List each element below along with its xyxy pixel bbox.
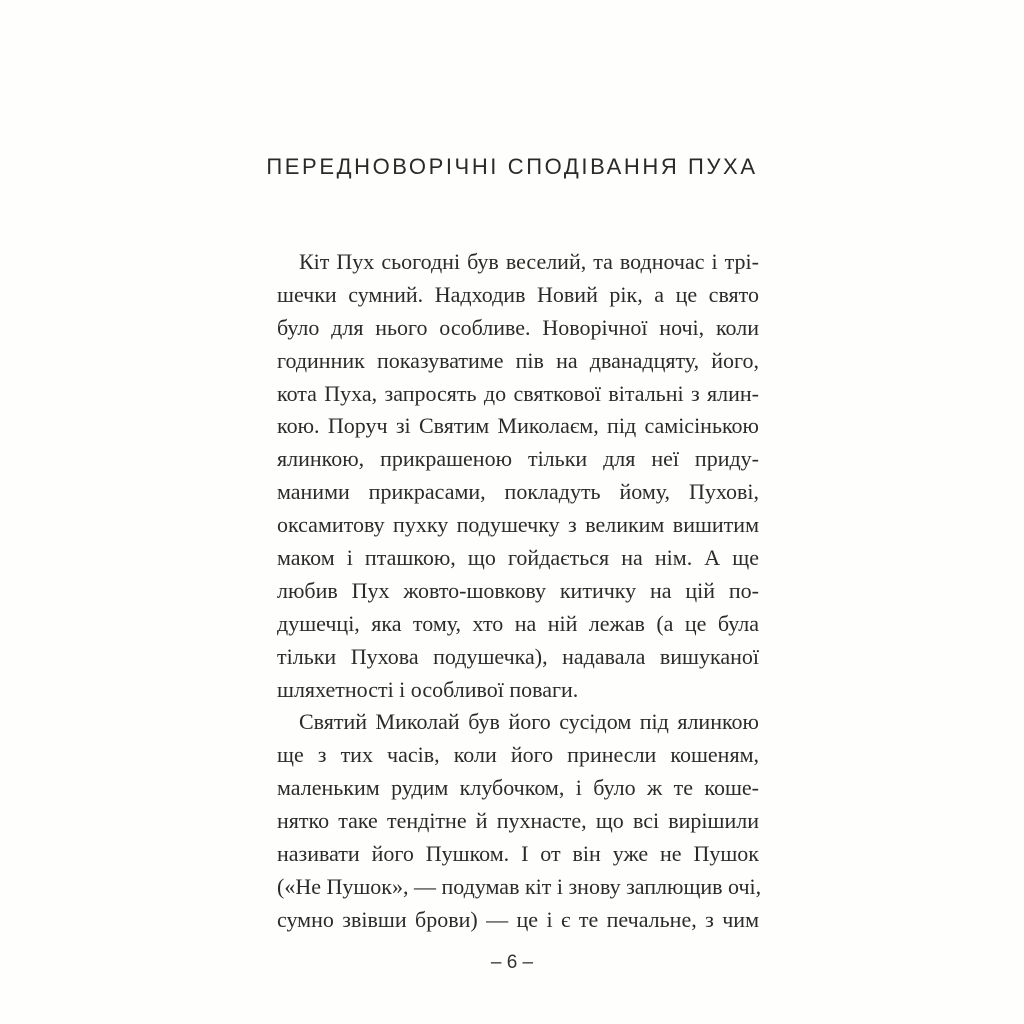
text-line: маними прикрасами, покладуть йому, Пухові, (277, 479, 759, 505)
text-line: нятко таке тендітне й пухнасте, що всі вирішили (277, 808, 759, 834)
text-line: оксамитову пухку подушечку з великим вишитим (277, 512, 759, 538)
text-line: ще з тих часів, коли його принесли кошеням, (277, 742, 759, 768)
text-line: було для нього особливе. Новорічної ночі, коли (277, 314, 759, 340)
text-line: кота Пуха, запросять до святкової вітальні з ялин- (277, 380, 759, 406)
text-line: любив Пух жовто-шовкову китичку на цій по- (277, 577, 759, 603)
text-line: душечці, яка тому, хто на ній лежав (а це була (277, 610, 759, 636)
text-line: шечки сумний. Надходив Новий рік, а це свято (277, 281, 759, 307)
text-line: тільки Пухова подушечка), надавала вишуканої (277, 643, 759, 669)
text-line: називати його Пушком. І от він уже не Пушок (277, 841, 759, 867)
body-text (277, 246, 762, 937)
chapter-title: ПЕРЕДНОВОРІЧНІ СПОДІВАННЯ ПУХА (266, 154, 758, 179)
text-line: кою. Поруч зі Святим Миколаєм, під самісінькою (277, 413, 759, 439)
page-number: – 6 – (490, 952, 534, 973)
text-line: ялинкою, прикрашеною тільки для неї приду- (277, 446, 759, 472)
text-line: шляхетності і особливої поваги. (277, 676, 579, 702)
text-line: годинник показуватиме пів на дванадцяту, його, (277, 347, 759, 373)
text-line: Святий Миколай був його сусідом під ялинкою (299, 709, 759, 735)
text-line: («Не Пушок», — подумав кіт і знову заплющив очі, (277, 873, 762, 899)
text-line: Кіт Пух сьогодні був веселий, та водночас і трі- (299, 249, 759, 274)
text-line: маком і пташкою, що гойдається на нім. А ще (277, 545, 759, 571)
text-line: сумно звівши брови) — це і є те печальне, з чим (277, 906, 759, 932)
text-line: маленьким рудим клубочком, і було ж те коше- (277, 775, 759, 801)
